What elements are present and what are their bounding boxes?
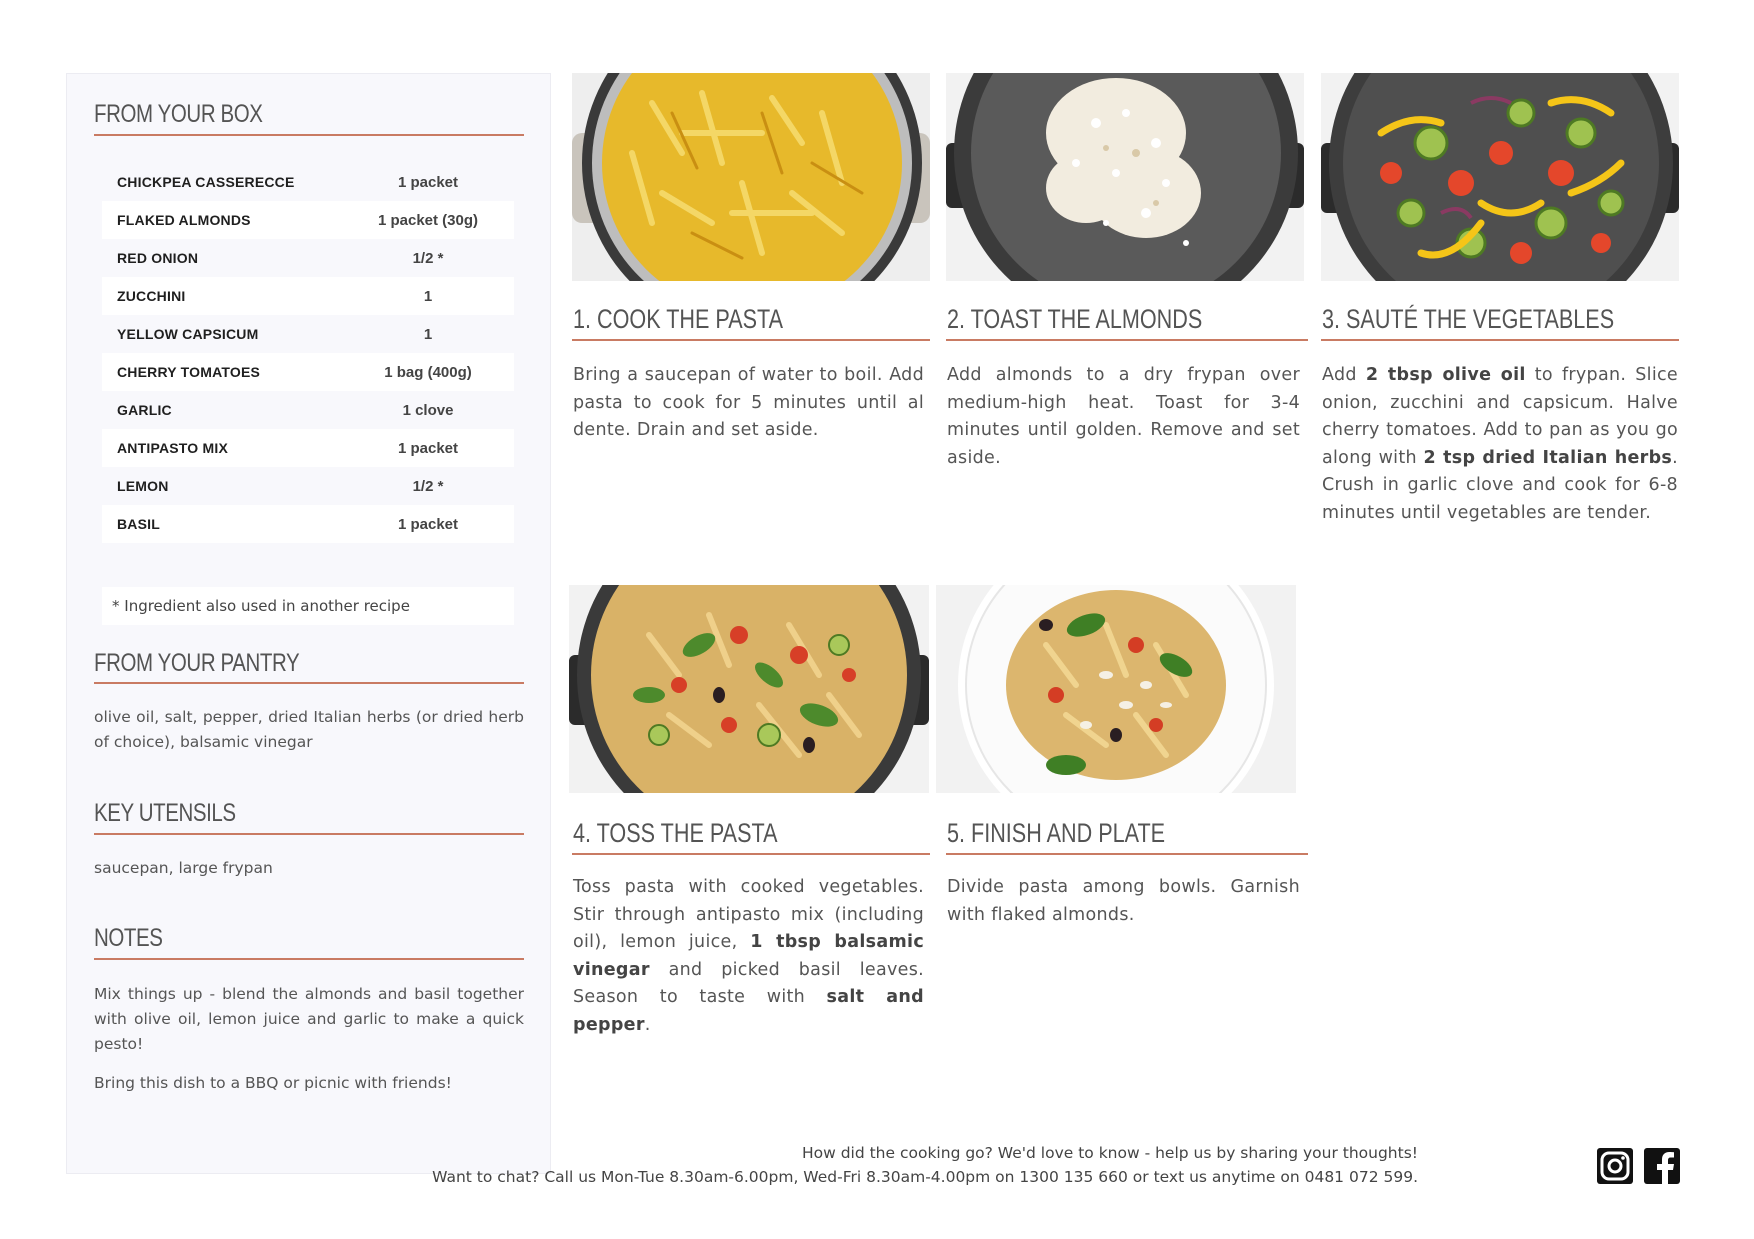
ingredient-row [102, 315, 514, 353]
ingredient-row [102, 163, 514, 201]
ingredient-name: FLAKED ALMONDS [117, 212, 251, 228]
notes-title: NOTES [94, 924, 163, 952]
step-5-rule [946, 853, 1308, 855]
step-5-photo [936, 585, 1296, 793]
ingredient-qty: 1/2 * [412, 477, 444, 495]
ingredient-qty: 1 packet (30g) [377, 211, 479, 229]
ingredient-footnote: * Ingredient also used in another recipe [102, 587, 514, 625]
ingredient-qty: 1 clove [402, 401, 454, 419]
step-2-text: Add almonds to a dry frypan over medium-high heat. Toast for 3-4 minutes until golden. Remove and set aside. [947, 365, 1300, 468]
ingredients-table [102, 163, 514, 543]
utensils-text: saucepan, large frypan [94, 859, 273, 877]
box-title: FROM YOUR BOX [94, 100, 263, 128]
ingredient-name: CHICKPEA CASSERECCE [117, 174, 295, 190]
ingredient-qty: 1 [423, 325, 433, 343]
box-title-rule [94, 134, 524, 136]
step-3-photo [1321, 73, 1679, 281]
ingredients-panel [66, 73, 551, 1174]
ingredient-qty: 1 packet [397, 515, 459, 533]
step-4-photo [569, 585, 929, 793]
step-3-text: Add 2 tbsp olive oil to frypan. Slice onion, zucchini and capsicum. Halve cherry tomatoes. Add to pan as you go along with 2 tsp dried Italian herbs. Crush in garlic clove and cook for 6-8 minutes until vegetables are tender. [1322, 365, 1678, 523]
step-5-title: 5. FINISH AND PLATE [947, 818, 1166, 848]
ingredient-qty: 1 packet [397, 173, 459, 191]
pantry-text: olive oil, salt, pepper, dried Italian herbs (or dried herb of choice), balsamic vinegar [94, 708, 524, 751]
ingredient-row [102, 353, 514, 391]
ingredient-row [102, 239, 514, 277]
ingredient-row [102, 429, 514, 467]
notes-text-1: Mix things up - blend the almonds and basil together with olive oil, lemon juice and garlic to make a quick pesto! [94, 985, 524, 1053]
facebook-icon[interactable] [1644, 1148, 1680, 1184]
ingredient-name: LEMON [117, 478, 169, 494]
ingredient-name: RED ONION [117, 250, 199, 266]
ingredient-qty: 1/2 * [412, 249, 444, 267]
step-2-rule [946, 339, 1308, 341]
step-1-text: Bring a saucepan of water to boil. Add pasta to cook for 5 minutes until al dente. Drain and set aside. [573, 365, 924, 440]
utensils-title: KEY UTENSILS [94, 799, 236, 827]
step-2-title: 2. TOAST THE ALMONDS [947, 304, 1203, 334]
ingredient-row [102, 277, 514, 315]
ingredient-row [102, 201, 514, 239]
pantry-title: FROM YOUR PANTRY [94, 649, 300, 677]
step-4-title: 4. TOSS THE PASTA [573, 818, 778, 848]
step-1-rule [572, 339, 930, 341]
ingredient-name: GARLIC [117, 402, 172, 418]
ingredient-name: CHERRY TOMATOES [117, 364, 261, 380]
ingredient-row [102, 505, 514, 543]
ingredient-name: ZUCCHINI [117, 288, 186, 304]
notes-title-rule [94, 958, 524, 960]
utensils-title-rule [94, 833, 524, 835]
instagram-icon[interactable] [1597, 1148, 1633, 1184]
ingredient-row [102, 391, 514, 429]
ingredient-name: ANTIPASTO MIX [117, 440, 228, 456]
step-4-rule [572, 853, 930, 855]
pantry-title-rule [94, 682, 524, 684]
step-3-rule [1321, 339, 1679, 341]
footer-feedback-text: How did the cooking go? We'd love to know - help us by sharing your thoughts! [801, 1144, 1418, 1162]
step-1-photo [572, 73, 930, 281]
step-4-text: Toss pasta with cooked vegetables. Stir through antipasto mix (including oil), lemon juice, 1 tbsp balsamic vinegar and picked basil leaves. Season to taste with salt and pepper. [573, 877, 924, 1035]
ingredient-qty: 1 bag (400g) [384, 363, 472, 381]
ingredient-name: YELLOW CAPSICUM [117, 326, 259, 342]
footer-contact-text: Want to chat? Call us Mon-Tue 8.30am-6.00pm, Wed-Fri 8.30am-4.00pm on 1300 135 660 or text us anytime on 0481 072 599. [432, 1168, 1418, 1186]
step-3-title: 3. SAUTÉ THE VEGETABLES [1322, 304, 1615, 334]
ingredient-qty: 1 packet [397, 439, 459, 457]
step-5-text: Divide pasta among bowls. Garnish with flaked almonds. [947, 877, 1300, 925]
ingredient-name: BASIL [117, 516, 160, 532]
step-1-title: 1. COOK THE PASTA [573, 304, 784, 334]
notes-text-2: Bring this dish to a BBQ or picnic with friends! [94, 1074, 452, 1092]
step-2-photo [946, 73, 1304, 281]
ingredient-qty: 1 [423, 287, 433, 305]
ingredient-row [102, 467, 514, 505]
